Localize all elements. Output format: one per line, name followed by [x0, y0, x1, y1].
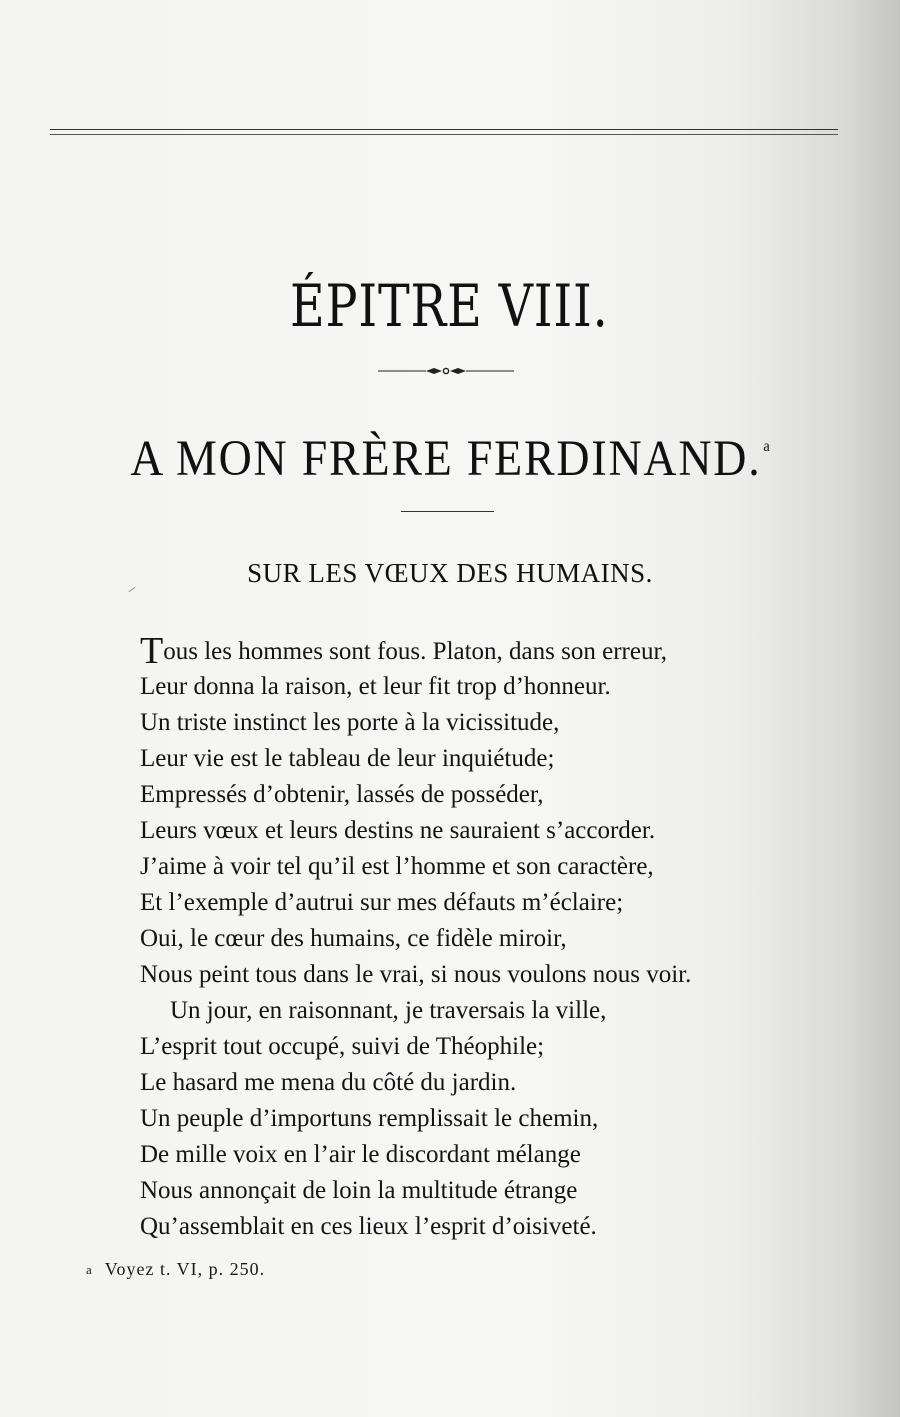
- verse-line-4: Leur vie est le tableau de leur inquiétude;: [140, 745, 555, 772]
- verse-text: ous les hommes sont fous. Platon, dans son erreur,: [163, 638, 668, 665]
- verse-line-1: [140, 630, 800, 672]
- verse-line-11: Un jour, en raisonnant, je traversais la ville,: [170, 997, 607, 1024]
- verse-line-9: Oui, le cœur des humains, ce fidèle miroir,: [140, 925, 567, 952]
- short-divider-rule: [401, 511, 494, 512]
- footnote: [86, 1259, 265, 1280]
- verse-line-17: Qu’assemblait en ces lieux l’esprit d’oisiveté.: [140, 1213, 597, 1240]
- verse-line-16: Nous annonçait de loin la multitude étrange: [140, 1177, 578, 1204]
- double-top-rule: [50, 129, 838, 136]
- footnote-text: Voyez t. VI, p. 250.: [104, 1259, 266, 1279]
- verse-line-8: Et l’exemple d’autrui sur mes défauts m’éclaire;: [140, 889, 624, 916]
- verse-line-5: Empressés d’obtenir, lassés de posséder,: [140, 781, 544, 808]
- footnote-label: a: [86, 1262, 93, 1277]
- verse-line-12: L’esprit tout occupé, suivi de Théophile;: [140, 1033, 545, 1060]
- poem-subtitle: SUR LES VŒUX DES HUMAINS.: [247, 558, 653, 588]
- top-rule-line-upper: [50, 129, 838, 130]
- dedication-title: [45, 430, 855, 488]
- verse-line-14: Un peuple d’importuns remplissait le chemin,: [140, 1105, 599, 1132]
- verse-line-7: J’aime à voir tel qu’il est l’homme et son caractère,: [140, 853, 654, 880]
- verse-line-15: De mille voix en l’air le discordant mélange: [140, 1141, 581, 1168]
- verse-line-3: Un triste instinct les porte à la vicissitude,: [140, 709, 560, 736]
- footnote-reference-mark: a: [763, 438, 770, 455]
- ornamental-divider-icon: [378, 364, 514, 378]
- verse-line-13: Le hasard me mena du côté du jardin.: [140, 1069, 517, 1096]
- drop-cap: T: [140, 630, 164, 672]
- dedication-title-text: A MON FRÈRE FERDINAND.: [130, 431, 762, 487]
- epitre-title: ÉPITRE VIII.: [290, 272, 609, 340]
- top-rule-line-lower: [50, 134, 838, 135]
- poem-body: [140, 630, 800, 1245]
- verse-line-2: Leur donna la raison, et leur fit trop d’honneur.: [140, 673, 611, 700]
- verse-line-6: Leurs vœux et leurs destins ne sauraient s’accorder.: [140, 817, 656, 844]
- verse-line-10: Nous peint tous dans le vrai, si nous voulons nous voir.: [140, 961, 692, 988]
